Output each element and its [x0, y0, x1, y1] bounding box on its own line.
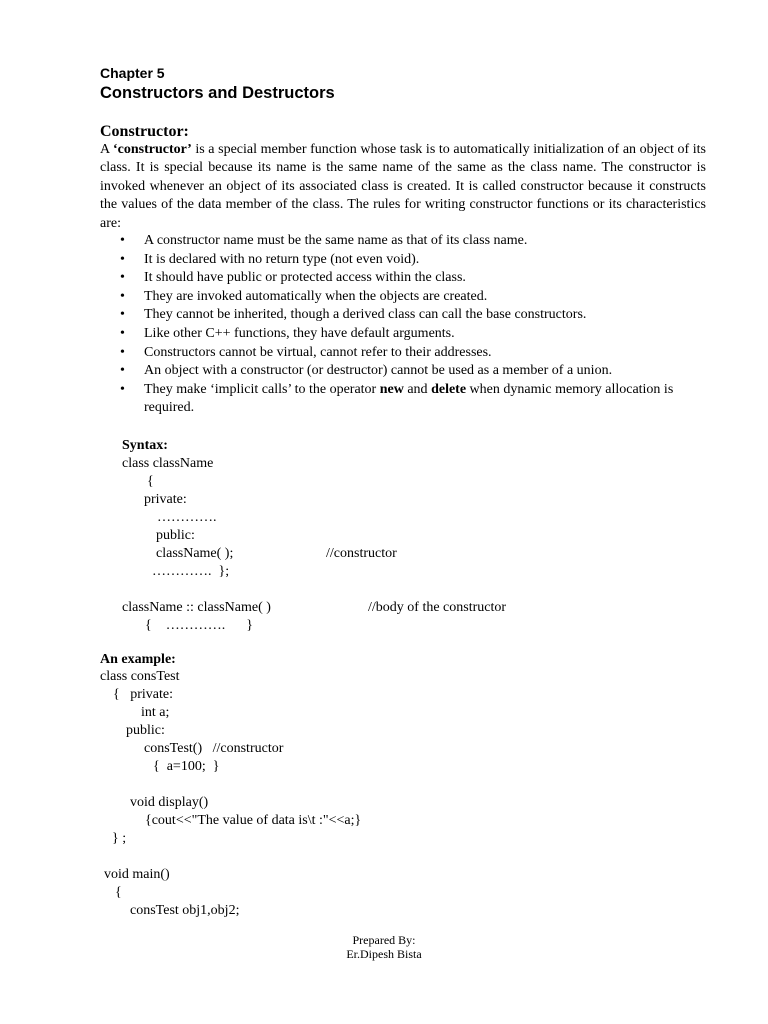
code-line: { private: [113, 687, 173, 702]
syntax-line: className( ); [156, 546, 234, 561]
code-line: {cout<<"The value of data is\t :"<<a;} [145, 813, 362, 828]
rule-item: • It is declared with no return type (not even void). [100, 251, 706, 270]
code-line: consTest() //constructor [144, 741, 284, 756]
chapter-title: Constructors and Destructors [100, 84, 335, 102]
rule-last-part3: when dynamic memory allocation is required. [144, 381, 674, 416]
syntax-line: private: [144, 492, 187, 507]
keyword-new: new [379, 381, 404, 397]
syntax-line: public: [156, 528, 195, 543]
rule-item-last [100, 381, 706, 418]
intro-prefix: A [100, 142, 113, 157]
rule-item: • They cannot be inherited, though a derived class can call the base constructors. [100, 306, 706, 325]
section-heading: Constructor: [100, 123, 189, 140]
rule-item: • Constructors cannot be virtual, cannot refer to their addresses. [100, 344, 706, 363]
syntax-line: class className [122, 456, 214, 471]
code-line: int a; [141, 705, 170, 720]
rule-item: • Like other C++ functions, they have default arguments. [100, 325, 706, 344]
intro-term: ‘constructor’ [112, 142, 192, 157]
rule-item: • A constructor name must be the same name as that of its class name. [100, 232, 706, 251]
code-line: public: [126, 723, 165, 738]
syntax-line: …………. }; [152, 564, 230, 579]
intro-paragraph [100, 141, 706, 233]
code-line: void main() [104, 867, 170, 882]
syntax-line: { [147, 474, 154, 489]
example-heading: An example: [100, 652, 176, 667]
footer-prepared-by: Prepared By: [352, 933, 416, 947]
code-line: { a=100; } [153, 759, 220, 774]
rule-last-part1: They make ‘implicit calls’ to the operator [144, 381, 380, 397]
syntax-body-decl: className :: className( ) [122, 600, 271, 615]
syntax-comment: //body of the constructor [368, 600, 507, 615]
rule-item: • An object with a constructor (or destructor) cannot be used as a member of a union. [100, 362, 706, 381]
footer-author: Er.Dipesh Bista [346, 947, 422, 961]
rule-last-part2: and [403, 381, 432, 397]
code-line: consTest obj1,obj2; [130, 903, 240, 918]
rules-list [100, 232, 706, 418]
code-line: void display() [130, 795, 209, 810]
chapter-label: Chapter 5 [100, 65, 165, 81]
rule-item: • It should have public or protected access within the class. [100, 269, 706, 288]
rule-item: • They are invoked automatically when the objects are created. [100, 288, 706, 307]
syntax-line: …………. [157, 510, 217, 525]
syntax-heading: Syntax: [122, 438, 168, 453]
code-line: } ; [112, 831, 127, 846]
code-line: { [115, 885, 122, 900]
code-line: class consTest [100, 669, 180, 684]
syntax-body-line: { …………. } [145, 618, 253, 633]
syntax-comment: //constructor [326, 546, 397, 561]
intro-text: is a special member function whose task is to automatically initialization of an object of its class. It is special because its name is the same name of the same as the class name. The constructor is invoked whenever an object of its associated class is created. It is called constructor because it constructs the values of the data member of the class. The rules for writing constructor functions or its characteristics are: [100, 142, 706, 231]
keyword-delete: delete [431, 381, 467, 397]
